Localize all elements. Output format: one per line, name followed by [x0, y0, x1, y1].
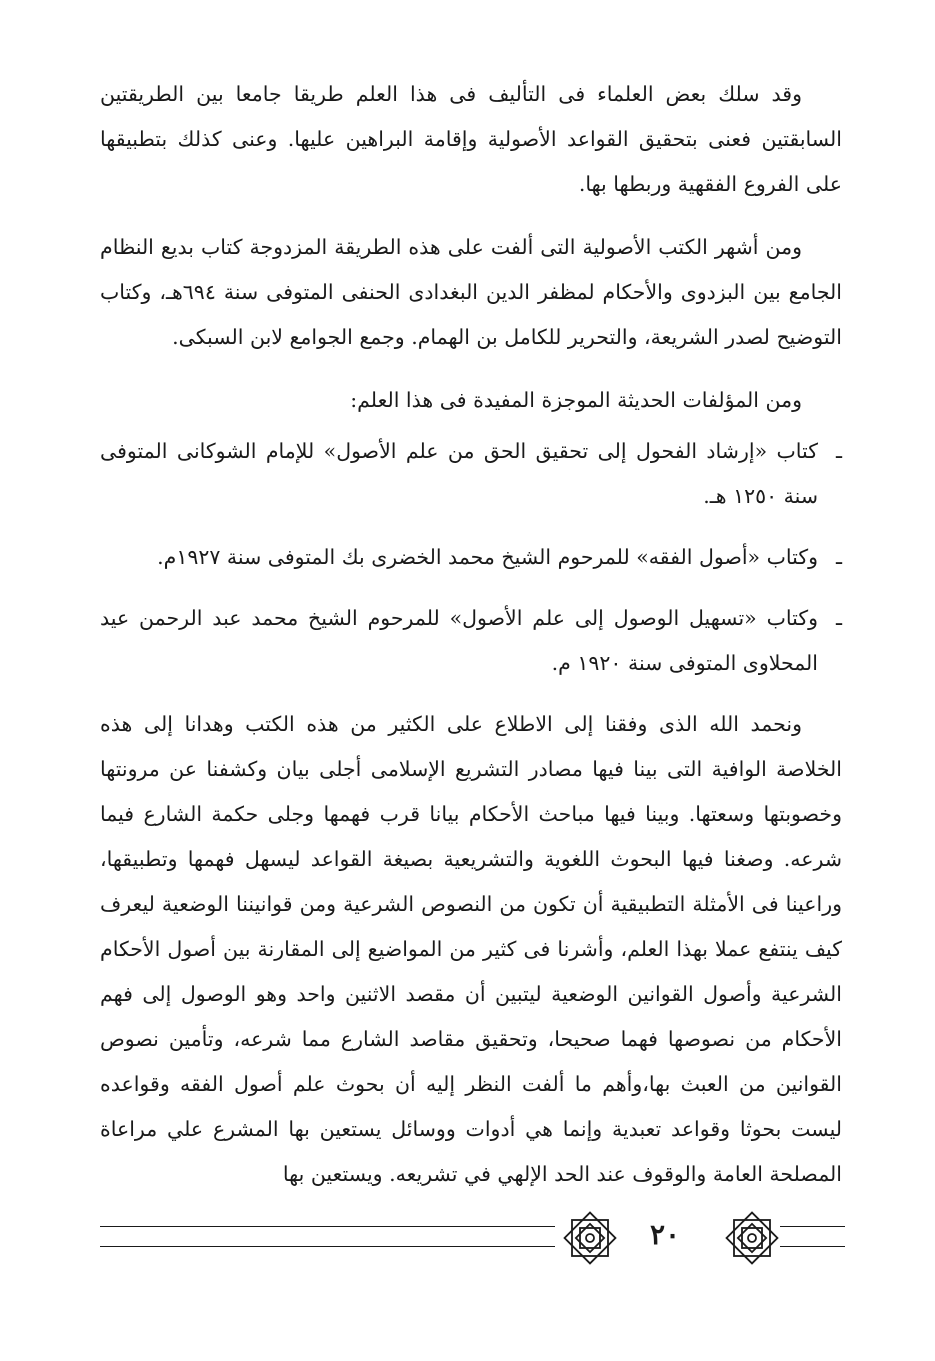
list-item-text: وكتاب «تسهيل الوصول إلى علم الأصول» للمرحوم الشيخ محمد عبد الرحمن عيد المحلاوى المتوفى سنة ١٩٢٠ م.: [100, 606, 818, 675]
bullet-dash: ـ: [835, 439, 842, 463]
paragraph-intro: وقد سلك بعض العلماء فى التأليف فى هذا العلم طريقا جامعا بين الطريقتين السابقتين فعنى بتحقيق القواعد الأصولية وإقامة البراهين عليها. وعنى كذلك بتطبيقها على الفروع الفقهية وربطها بها.: [100, 82, 842, 196]
paragraph-famous-books: ومن أشهر الكتب الأصولية التى ألفت على هذه الطريقة المزدوجة كتاب بديع النظام الجامع بين البزدوى والأحكام لمظفر الدين البغدادى الحنفى المتوفى سنة ٦٩٤هـ، وكتاب التوضيح لصدر الشريعة، والتحرير للكامل بن الهمام. وجمع الجوامع لابن السبكى.: [100, 235, 842, 349]
list-item-text: وكتاب «أصول الفقه» للمرحوم الشيخ محمد الخضرى بك المتوفى سنة ١٩٢٧م.: [157, 545, 818, 569]
eight-point-star-ornament-icon: [560, 1208, 620, 1268]
eight-point-star-ornament-icon: [722, 1208, 782, 1268]
page-footer: [100, 1208, 845, 1278]
footer-rule-left-top: [100, 1226, 555, 1227]
footer-rule-right-top: [780, 1226, 845, 1227]
paragraph-closing: ونحمد الله الذى وفقنا إلى الاطلاع على الكثير من هذه الكتب وهدانا إلى هذه الخلاصة الوافية التى بينا فيها مصادر التشريع الإسلامى أجلى بيان وكشفنا عن مرونتها وخصوبتها وسعتها. وبينا فيها مباحث الأحكام بيانا قرب فهمها وجلى حكمة الشارع فيما شرعه. وصغنا فيها البحوث اللغوية والتشريعية بصيغة القواعد ليسهل فهمها وتطبيقها، وراعينا فى الأمثلة التطبيقية أن تكون من النصوص الشرعية ومن قوانيننا الوضعية ليعرف كيف ينتفع عملا بهذا العلم، وأشرنا فى كثير من المواضيع إلى المقارنة بين أصول الأحكام الشرعية وأصول القوانين الوضعية ليتبين أن مقصد الاثنين واحد وهو الوصول إلى فهم الأحكام من نصوصها فهما صحيحا، وتحقيق مقاصد الشارع مما شرعه، وتأمين نصوص القوانين من العبث بها،وأهم ما ألفت النظر إليه أن بحوث علم أصول الفقه وقواعده ليست بحوثا وقواعد تعبدية وإنما هي أدوات ووسائل يستعين بها المشرع علي مراعاة المصلحة العامة والوقوف عند الحد الإلهي في تشريعه. ويستعين بها: [100, 712, 842, 1186]
body-text: [100, 72, 842, 1215]
list-item: [100, 535, 842, 580]
page-number: ٢٠: [649, 1218, 681, 1251]
list-item: [100, 596, 842, 686]
list-item-text: كتاب «إرشاد الفحول إلى تحقيق الحق من علم الأصول» للإمام الشوكانى المتوفى سنة ١٢٥٠ هـ.: [100, 439, 818, 508]
paragraph-modern-works: ومن المؤلفات الحديثة الموجزة المفيدة فى هذا العلم:: [350, 388, 802, 412]
footer-rule-right-bottom: [780, 1246, 845, 1247]
bullet-dash: ـ: [835, 545, 842, 569]
footer-rule-left-bottom: [100, 1246, 555, 1247]
bullet-dash: ـ: [835, 606, 842, 630]
list-item: [100, 429, 842, 519]
